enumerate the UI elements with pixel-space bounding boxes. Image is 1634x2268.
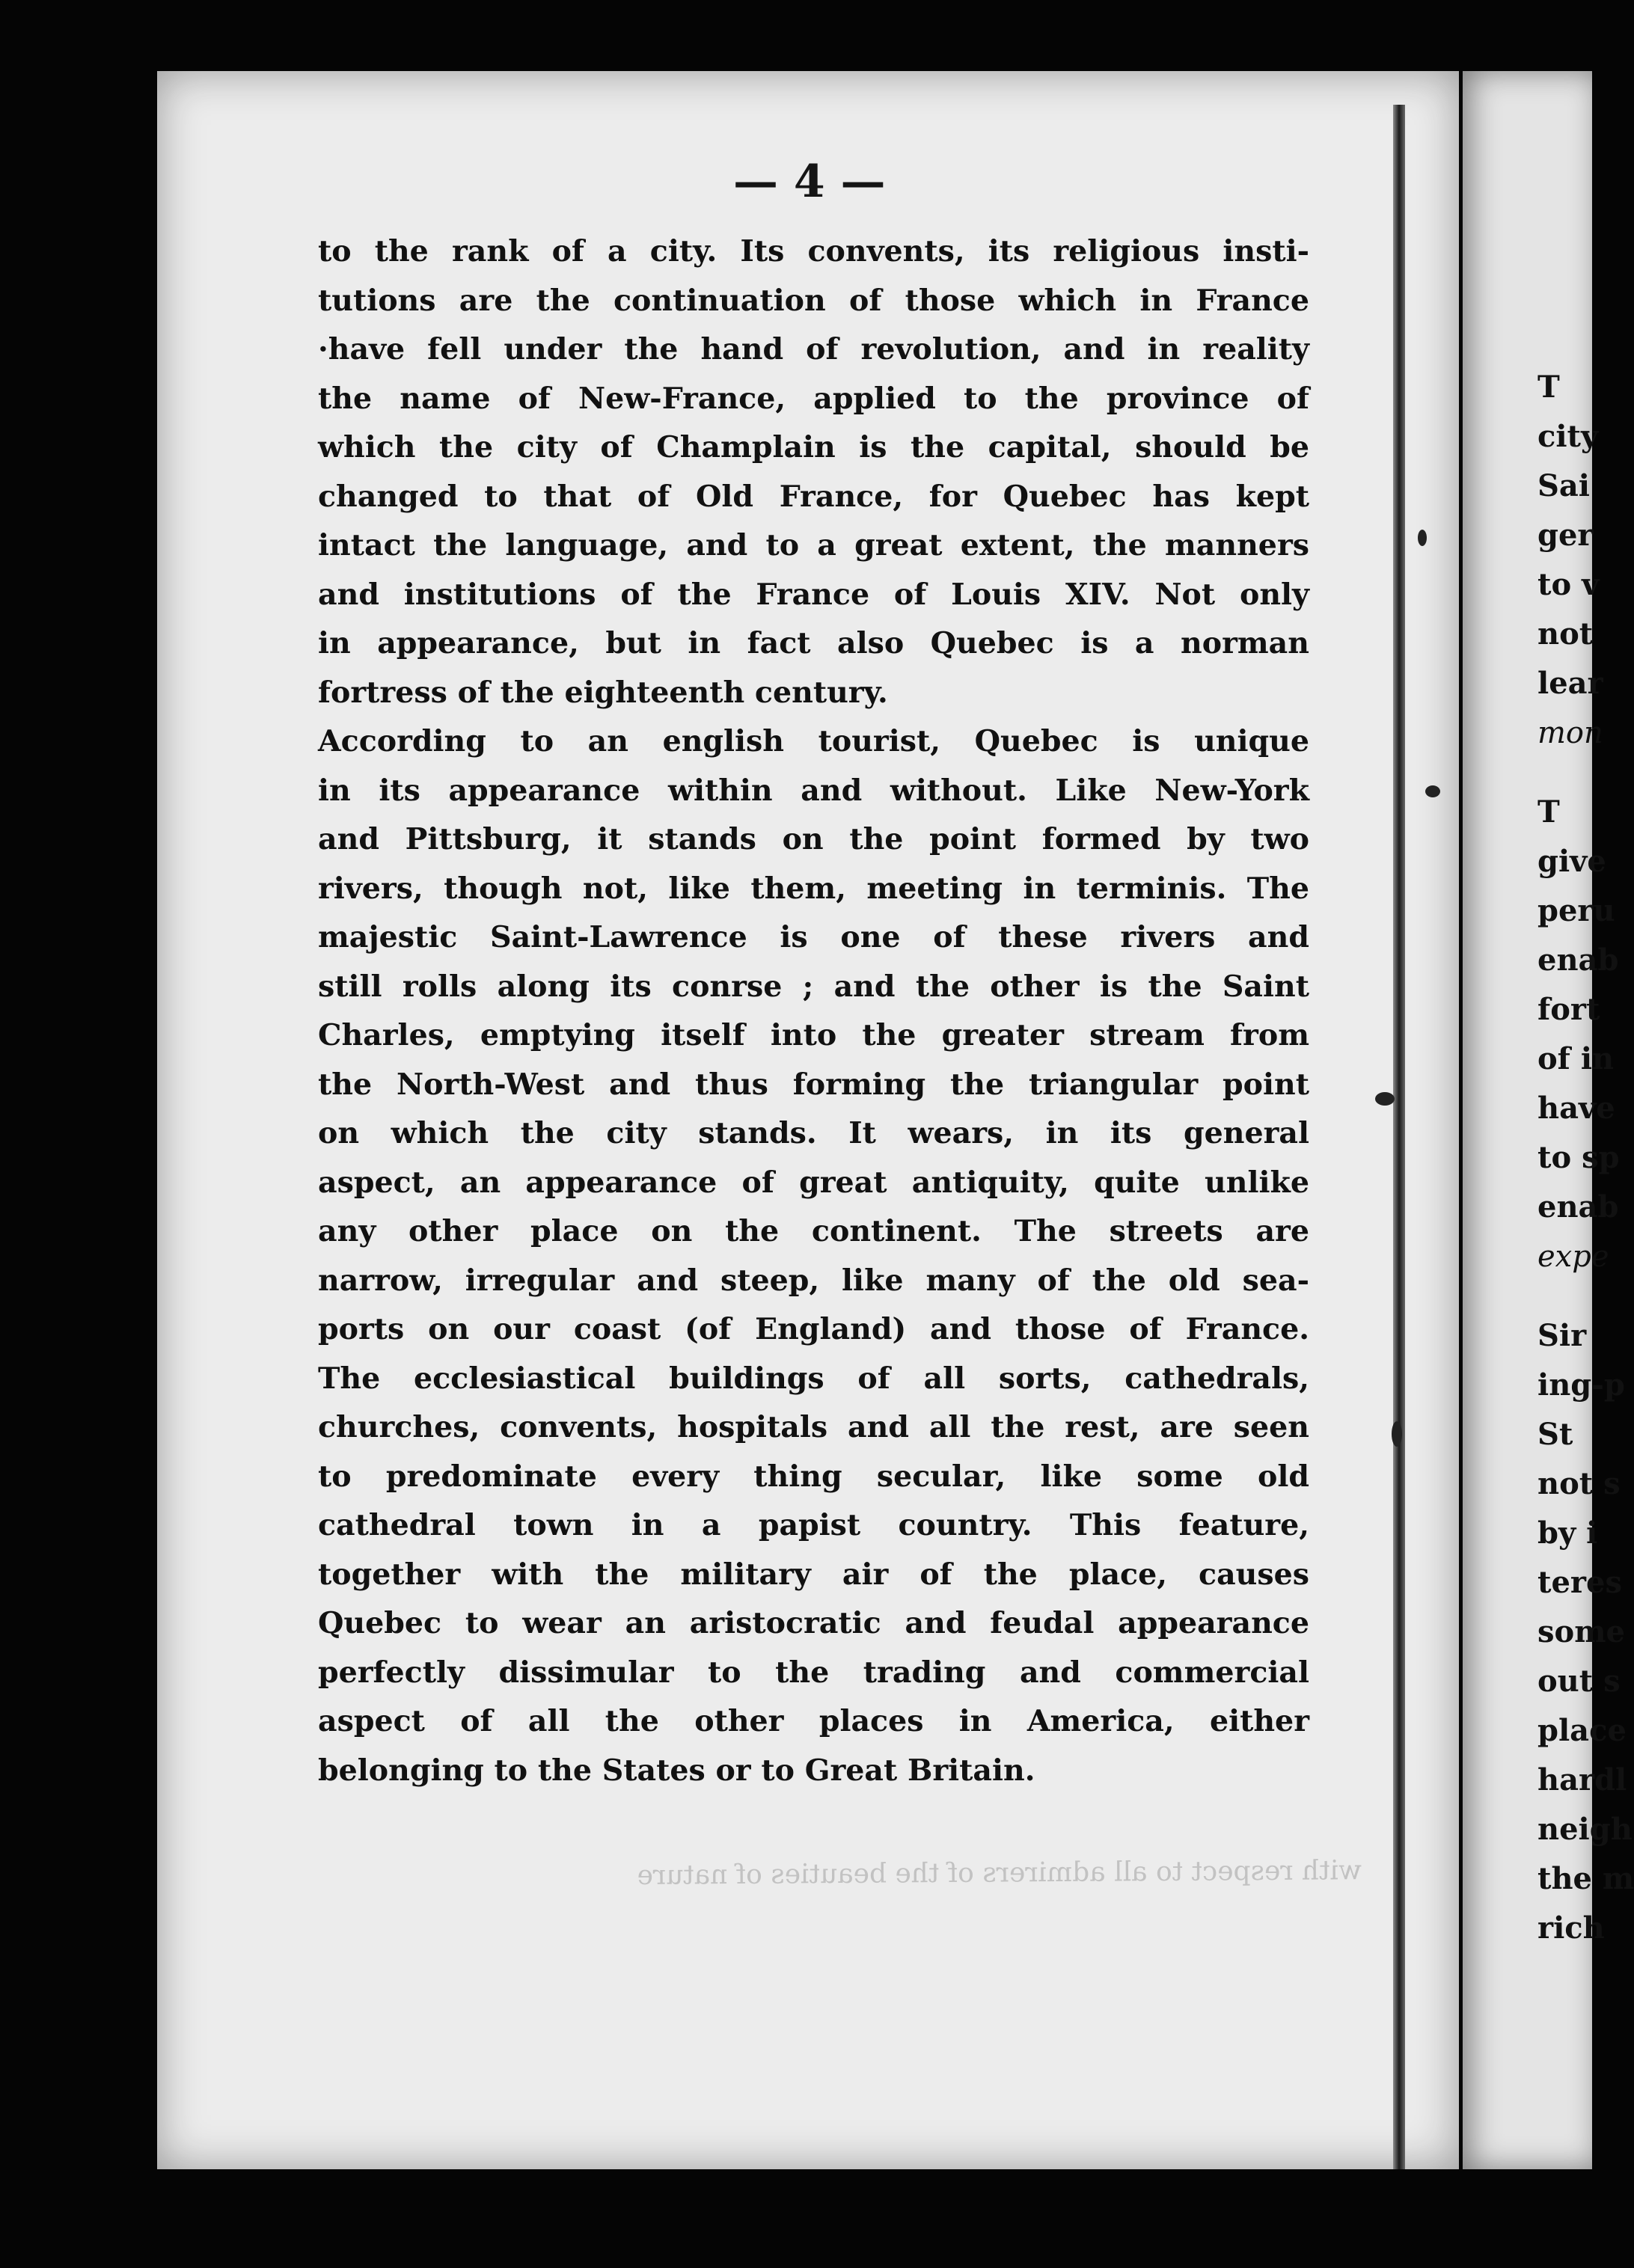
ink-speck [1392,1421,1402,1447]
text-line: Quebec to wear an aristocratic and feudal appearance [318,1606,1309,1640]
text-line: which the city of Champlain is the capital, should be [318,430,1309,465]
text-line: in appearance, but in fact also Quebec is a norman [318,626,1309,661]
right-page-line: to sp [1537,1140,1620,1175]
right-page-line: T [1537,794,1560,830]
right-page-line: city [1537,419,1599,454]
text-line: belonging to the States or to Great Britain. [318,1753,1035,1788]
right-page-line: not [1537,616,1594,652]
right-page-line: not s [1537,1466,1621,1501]
right-page-line: hardl [1537,1762,1627,1797]
page-fold-shadow [1393,105,1405,2169]
right-page-line: rich [1537,1910,1605,1946]
page-number: — 4 — [733,156,886,208]
right-page-line: Sai [1537,468,1590,503]
right-page-line: lear [1537,666,1603,701]
text-line: perfectly dissimular to the trading and commercial [318,1655,1309,1690]
text-line: churches, convents, hospitals and all the rest, are seen [318,1410,1309,1444]
right-page-line: give [1537,844,1606,879]
right-page-line: fort [1537,992,1600,1027]
right-page-line: ger [1537,518,1594,553]
right-page-line: to v [1537,567,1600,602]
text-line: fortress of the eighteenth century. [318,675,888,710]
text-line: together with the military air of the place, causes [318,1557,1309,1592]
paragraph-gap [1537,1281,1627,1311]
text-line: to predominate every thing secular, like some old [318,1459,1309,1494]
right-page-line: enab [1537,943,1619,978]
bleed-through-text: with respect to all admirers of the beauties of nature [637,1855,1362,1891]
right-page-line: Sir [1537,1318,1587,1353]
right-page-line: mon [1537,716,1603,750]
right-page-line: some [1537,1614,1625,1649]
text-line: any other place on the continent. The streets are [318,1214,1309,1248]
right-page-fragments [1537,363,1634,1953]
text-line: in its appearance within and without. Like New-York [318,773,1309,808]
right-page-line: the m [1537,1861,1634,1896]
right-page-line: neigh [1537,1812,1633,1847]
paragraph-gap [1537,758,1627,788]
text-line: The ecclesiastical buildings of all sorts, cathedrals, [318,1361,1309,1396]
text-line: intact the language, and to a great extent, the manners [318,528,1309,563]
ink-speck [1418,530,1427,546]
text-line: changed to that of Old France, for Quebec has kept [318,479,1309,514]
text-line: and institutions of the France of Louis XIV. Not only [318,577,1309,612]
text-line: rivers, though not, like them, meeting in terminis. The [318,871,1309,906]
text-line: the North-West and thus forming the triangular point [318,1067,1309,1102]
right-page-line: place [1537,1713,1627,1748]
ink-speck [1375,1092,1395,1106]
right-page-line: by i [1537,1515,1598,1551]
text-line: cathedral town in a papist country. This feature, [318,1508,1309,1542]
right-page-line: of in [1537,1041,1615,1076]
body-text [318,227,1309,1795]
right-page-line: expe [1537,1239,1609,1274]
text-line: and Pittsburg, it stands on the point formed by two [318,822,1309,856]
text-line: aspect of all the other places in America, either [318,1704,1309,1738]
right-page-line: St [1537,1417,1573,1452]
right-page-line: have [1537,1091,1615,1126]
right-page-line: ing-p [1537,1367,1625,1403]
text-line: on which the city stands. It wears, in its general [318,1116,1309,1150]
text-line: Charles, emptying itself into the greater stream from [318,1018,1309,1052]
right-page-line: peru [1537,893,1615,928]
right-page-line: out s [1537,1664,1621,1699]
text-line: According to an english tourist, Quebec is unique [318,724,1309,758]
text-line: ports on our coast (of England) and those of France. [318,1312,1309,1346]
text-line: aspect, an appearance of great antiquity, quite unlike [318,1165,1309,1200]
text-line: ·have fell under the hand of revolution, and in reality [318,332,1309,367]
text-line: the name of New-France, applied to the province of [318,381,1309,416]
text-line: majestic Saint-Lawrence is one of these rivers and [318,920,1309,954]
text-line: narrow, irregular and steep, like many of the old sea- [318,1263,1309,1298]
text-line: to the rank of a city. Its convents, its religious insti- [318,234,1309,269]
right-page-line: T [1537,370,1560,405]
text-line: tutions are the continuation of those which in France [318,283,1309,318]
right-page-line: enab [1537,1189,1619,1225]
right-page-line: teres [1537,1565,1622,1600]
text-line: still rolls along its conrse ; and the other is the Saint [318,969,1309,1004]
ink-speck [1425,785,1440,797]
